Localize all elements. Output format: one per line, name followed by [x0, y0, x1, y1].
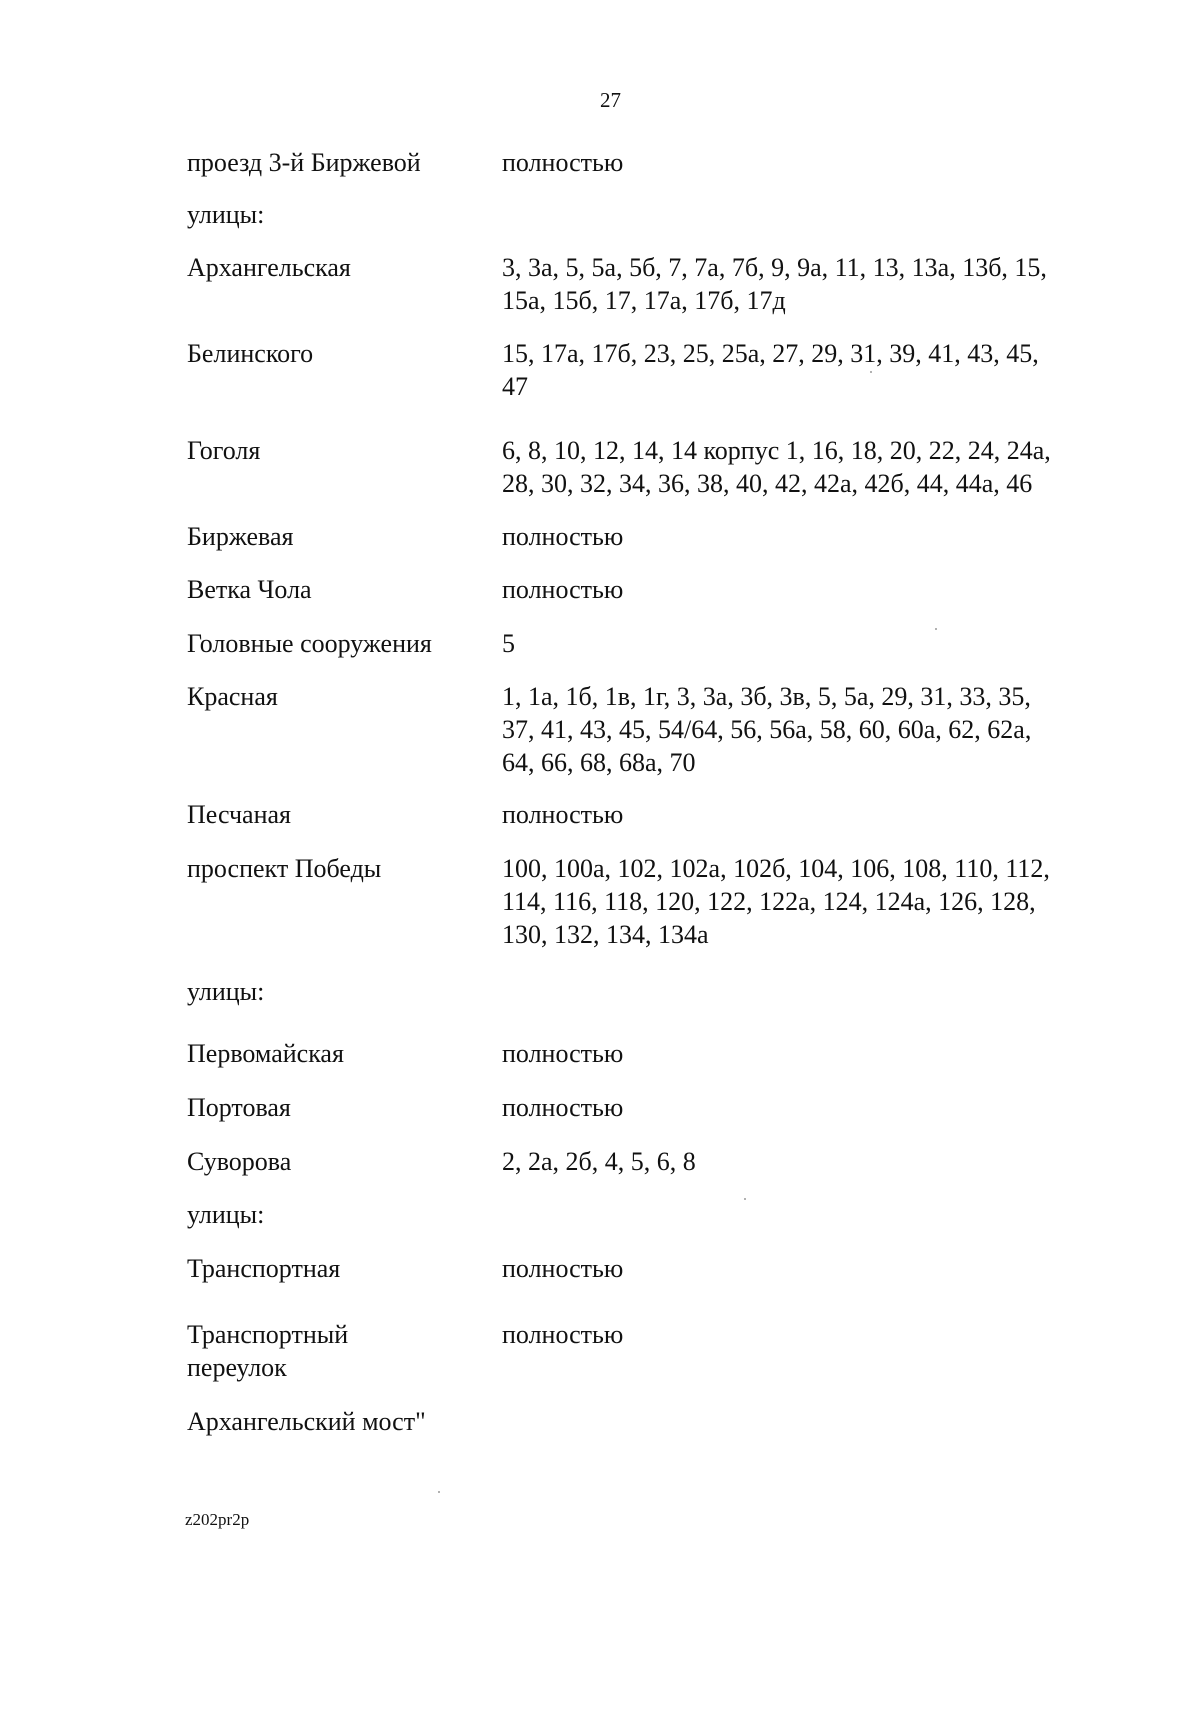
street-value [502, 337, 1200, 403]
document-code: z202pr2p [185, 1510, 250, 1529]
street-value [502, 251, 1200, 317]
street-name: Белинского [187, 339, 314, 368]
street-value: 2, 2а, 2б, 4, 5, 6, 8 [502, 1147, 696, 1176]
street-value: полностью [502, 1093, 624, 1122]
street-name: Портовая [187, 1093, 291, 1122]
value-line: 47 [502, 372, 528, 401]
street-name: Транспортная [187, 1254, 341, 1283]
street-name: Архангельская [187, 253, 351, 282]
street-value: полностью [502, 800, 624, 829]
section-label: улицы: [187, 200, 265, 229]
street-value [502, 680, 1200, 779]
section-label: улицы: [187, 977, 265, 1006]
value-line: 15, 17а, 17б, 23, 25, 25а, 27, 29, 31, 39, 41, 43, 45, [502, 339, 1039, 368]
street-name: проспект Победы [187, 854, 382, 883]
scan-speck [935, 628, 937, 630]
street-name: Головные сооружения [187, 629, 432, 658]
street-name: Гоголя [187, 436, 261, 465]
street-value [502, 434, 1200, 500]
street-value: полностью [502, 1254, 624, 1283]
street-name [187, 1318, 487, 1384]
street-value: полностью [502, 1039, 624, 1068]
value-line: 28, 30, 32, 34, 36, 38, 40, 42, 42а, 42б, 44, 44а, 46 [502, 469, 1033, 498]
value-line: 3, 3а, 5, 5а, 5б, 7, 7а, 7б, 9, 9а, 11, 13, 13а, 13б, 15, [502, 253, 1047, 282]
value-line: 100, 100а, 102, 102а, 102б, 104, 106, 108, 110, 112, [502, 854, 1050, 883]
street-value: полностью [502, 1320, 624, 1349]
street-value [502, 852, 1200, 951]
value-line: 37, 41, 43, 45, 54/64, 56, 56а, 58, 60, 60а, 62, 62а, [502, 715, 1032, 744]
street-name: Ветка Чола [187, 575, 312, 604]
value-line: 15а, 15б, 17, 17а, 17б, 17д [502, 286, 786, 315]
value-line: 64, 66, 68, 68а, 70 [502, 748, 696, 777]
value-line: 130, 132, 134, 134а [502, 920, 709, 949]
street-name: Песчаная [187, 800, 292, 829]
value-line: 1, 1а, 1б, 1в, 1г, 3, 3а, 3б, 3в, 5, 5а, 29, 31, 33, 35, [502, 682, 1031, 711]
street-name: проезд 3-й Биржевой [187, 148, 421, 177]
name-line: Транспортный [187, 1320, 349, 1349]
page-number: 27 [600, 88, 621, 112]
street-name: Суворова [187, 1147, 292, 1176]
name-line: переулок [187, 1353, 287, 1382]
section-label: улицы: [187, 1200, 265, 1229]
scan-speck [870, 371, 872, 373]
value-line: 6, 8, 10, 12, 14, 14 корпус 1, 16, 18, 20, 22, 24, 24а, [502, 436, 1051, 465]
street-value: полностью [502, 148, 624, 177]
scan-speck [438, 1491, 440, 1493]
street-name: Биржевая [187, 522, 294, 551]
street-value: полностью [502, 575, 624, 604]
street-value: полностью [502, 522, 624, 551]
street-name: Красная [187, 682, 278, 711]
value-line: 114, 116, 118, 120, 122, 122а, 124, 124а, 126, 128, [502, 887, 1036, 916]
street-value: 5 [502, 629, 515, 658]
street-name: Архангельский мост" [187, 1407, 426, 1436]
street-name: Первомайская [187, 1039, 344, 1068]
scan-speck [744, 1198, 746, 1200]
